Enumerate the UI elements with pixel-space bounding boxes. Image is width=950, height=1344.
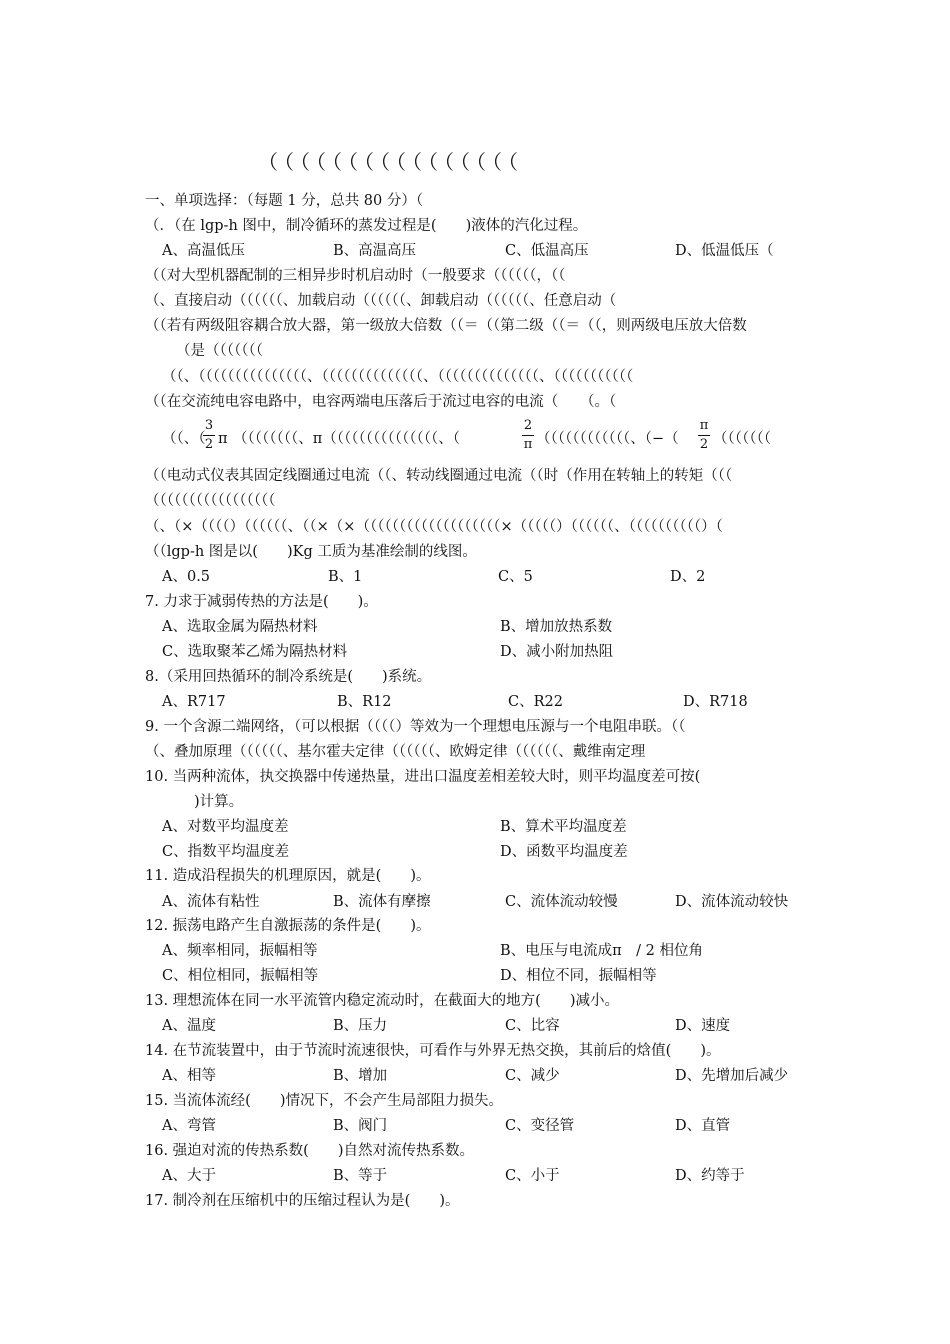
q5-stem-cont: （（（（（（（（（（（（（（（（（ xyxy=(145,493,276,509)
q11-stem: 11. 造成沿程损失的机理原因，就是( )。 xyxy=(145,868,431,884)
q1-stem: （．（在 lgp-h 图中，制冷循环的蒸发过程是( )液体的汽化过程。 xyxy=(145,218,588,234)
q16-option-a: A、大于 xyxy=(162,1168,216,1184)
q1-option-b: B、高温高压 xyxy=(333,243,417,259)
q12-option-a: A、频率相同，振幅相等 xyxy=(162,943,318,959)
q3-stem: （（若有两级阻容耦合放大器，第一级放大倍数（（＝（（第二级（（＝（（，则两级电压放大倍数 xyxy=(145,318,747,334)
q12-option-b: B、电压与电流成π / 2 相位角 xyxy=(500,943,704,959)
q14-option-b: B、增加 xyxy=(333,1068,388,1084)
q14-option-d: D、先增加后减少 xyxy=(675,1068,789,1084)
document-title: （（（（（（（（（（（（（（（（ xyxy=(258,150,524,174)
q11-option-b: B、流体有摩擦 xyxy=(333,894,431,910)
q7-option-d: D、减小附加热阻 xyxy=(500,644,614,660)
q14-option-a: A、相等 xyxy=(162,1068,216,1084)
q14-stem: 14. 在节流装置中，由于节流时流速很快，可看作与外界无热交换，其前后的焓值( )。 xyxy=(145,1043,721,1059)
q8-option-d: D、R718 xyxy=(683,694,748,710)
q9-stem: 9. 一个含源二端网络，（可以根据（（（（）等效为一个理想电压源与一个电阻串联。（（ xyxy=(145,719,686,735)
section-heading: 一、单项选择：（每题 1 分，总共 80 分）（ xyxy=(145,193,424,209)
q13-option-a: A、温度 xyxy=(162,1018,216,1034)
q8-option-b: B、R12 xyxy=(337,694,392,710)
q5-options: （、（×（（（（）（（（（（（、（（×（×（（（（（（（（（（（（（（（（（（（×（（（（（）（（（（（（、（（（（（（（（（（）（ xyxy=(145,519,723,535)
q15-stem: 15. 当流体流经( )情况下，不会产生局部阻力损失。 xyxy=(145,1093,503,1109)
q12-option-d: D、相位不同，振幅相等 xyxy=(500,968,657,984)
q7-stem: 7. 力求于减弱传热的方法是( )。 xyxy=(145,594,378,610)
q10-option-b: B、算术平均温度差 xyxy=(500,819,627,835)
q10-option-c: C、指数平均温度差 xyxy=(162,844,290,860)
q12-stem: 12. 振荡电路产生自激振荡的条件是( )。 xyxy=(145,918,431,934)
q4-fraction-2-pi xyxy=(522,418,534,453)
q6-option-c: C、5 xyxy=(498,569,533,585)
q16-stem: 16. 强迫对流的传热系数( )自然对流传热系数。 xyxy=(145,1143,474,1159)
q3-stem-cont: （是（（（（（（（ xyxy=(176,343,263,359)
q13-option-b: B、压力 xyxy=(333,1018,388,1034)
q11-option-c: C、流体流动较慢 xyxy=(505,894,618,910)
q4-option-d: （（（（（（（ xyxy=(713,431,771,447)
fraction-bar xyxy=(698,435,710,436)
fraction-bar xyxy=(203,435,215,436)
q4-frac3-num: π xyxy=(699,418,709,433)
q14-option-c: C、减少 xyxy=(505,1068,560,1084)
q4-fraction-pi-2 xyxy=(698,418,710,453)
q7-option-c: C、选取聚苯乙烯为隔热材料 xyxy=(162,644,348,660)
q10-stem-cont: )计算。 xyxy=(194,794,244,810)
fraction-bar xyxy=(522,435,534,436)
q16-option-c: C、小于 xyxy=(505,1168,560,1184)
q13-option-c: C、比容 xyxy=(505,1018,560,1034)
q7-option-b: B、增加放热系数 xyxy=(500,619,613,635)
q11-option-a: A、流体有粘性 xyxy=(162,894,260,910)
q16-option-b: B、等于 xyxy=(333,1168,388,1184)
q4-stem: （（在交流纯电容电路中，电容两端电压落后于流过电容的电流（ （。（ xyxy=(145,394,617,410)
q16-option-d: D、约等于 xyxy=(675,1168,745,1184)
q4-option-c: （（（（（（（（（（（（、（−（ xyxy=(536,431,679,447)
q13-option-d: D、速度 xyxy=(675,1018,731,1034)
q10-stem: 10. 当两种流体，执交换器中传递热量，进出口温度差相差较大时，则平均温度差可按( xyxy=(145,769,701,785)
q15-option-c: C、变径管 xyxy=(505,1118,575,1134)
q13-stem: 13. 理想流体在同一水平流管内稳定流动时，在截面大的地方( )减小。 xyxy=(145,993,619,1009)
q10-option-d: D、函数平均温度差 xyxy=(500,844,628,860)
q10-option-a: A、对数平均温度差 xyxy=(162,819,289,835)
q6-option-d: D、2 xyxy=(670,569,706,585)
q2-stem: （（对大型机器配制的三相异步时机启动时（一般要求（（（（（（，（（ xyxy=(145,268,566,284)
q4-frac1-num: 3 xyxy=(204,418,214,433)
q1-option-c: C、低温高压 xyxy=(505,243,589,259)
q1-option-a: A、高温低压 xyxy=(162,243,245,259)
q1-option-d: D、低温低压（ xyxy=(675,243,774,259)
q4-option-a-label: （（、（ xyxy=(162,431,206,447)
q4-frac2-den: π xyxy=(523,437,533,452)
q8-option-a: A、R717 xyxy=(162,694,226,710)
q6-stem: （（lgp-h 图是以( )Kg 工质为基准绘制的线图。 xyxy=(145,544,477,560)
q6-option-a: A、0.5 xyxy=(162,569,211,585)
q4-frac1-den: 2 xyxy=(204,437,214,452)
q5-stem: （（电动式仪表其固定线圈通过电流（（、转动线圈通过电流（（时（作用在转轴上的转矩（（（ xyxy=(145,468,733,484)
q8-stem: 8.（采用回热循环的制冷系统是( )系统。 xyxy=(145,669,432,685)
q15-option-a: A、弯管 xyxy=(162,1118,216,1134)
q4-fraction-3-2 xyxy=(203,418,215,453)
q7-option-a: A、选取金属为隔热材料 xyxy=(162,619,318,635)
q2-options: （、直接启动（（（（（（、加载启动（（（（（（、卸载启动（（（（（（、任意启动（ xyxy=(145,293,617,309)
q3-options: （（、（（（（（（（（（（（（（（（、（（（（（（（（（（（（（（、（（（（（（（（（（（（（（、（（（（（（（（（（（ xyxy=(162,369,634,385)
q15-option-d: D、直管 xyxy=(675,1118,731,1134)
q11-option-d: D、流体流动较快 xyxy=(675,894,789,910)
q15-option-b: B、阀门 xyxy=(333,1118,388,1134)
q4-frac2-num: 2 xyxy=(523,418,533,433)
q17-stem: 17. 制冷剂在压缩机中的压缩过程认为是( )。 xyxy=(145,1193,460,1209)
q4-option-b: （（（（（（（（、π（（（（（（（（（（（（（（（、（ xyxy=(233,431,461,447)
q6-option-b: B、1 xyxy=(328,569,363,585)
q12-option-c: C、相位相同，振幅相等 xyxy=(162,968,319,984)
q8-option-c: C、R22 xyxy=(508,694,563,710)
q4-pi: π xyxy=(218,431,228,447)
q4-frac3-den: 2 xyxy=(699,437,709,452)
q9-options: （、叠加原理（（（（（（、基尔霍夫定律（（（（（（、欧姆定律（（（（（（、戴维南定理 xyxy=(145,744,646,760)
